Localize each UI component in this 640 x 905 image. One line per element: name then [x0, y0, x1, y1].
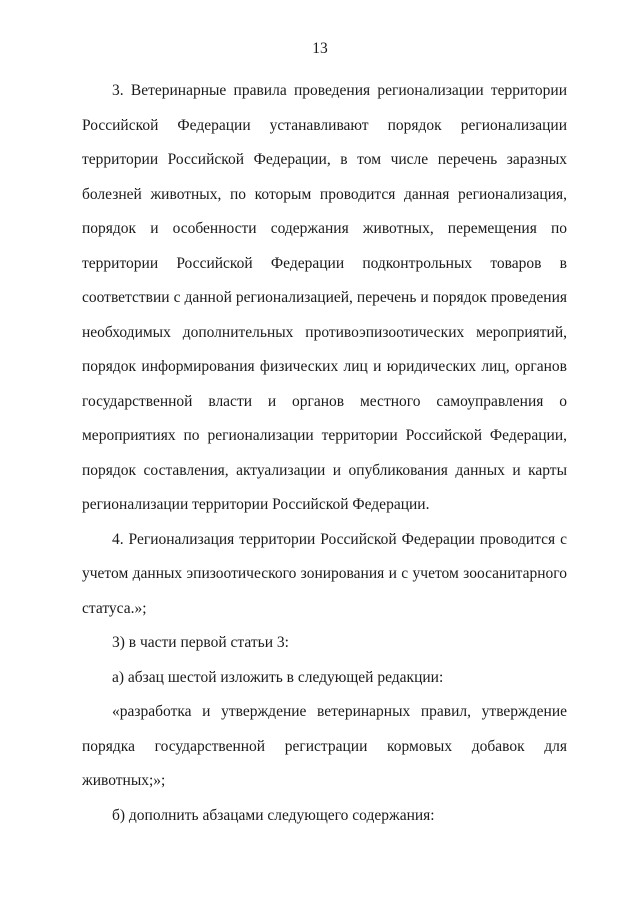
paragraph-quoted-text: «разработка и утверждение ветеринарных правил, утверждение порядка государственной регистрации кормовых добавок для животных;»; [82, 703, 567, 789]
page-number: 13 [312, 40, 328, 57]
paragraph-article-3: 3) в части первой статьи 3: [112, 634, 289, 651]
paragraph-subclause-a: а) абзац шестой изложить в следующей редакции: [112, 668, 444, 686]
paragraph-veterinary-rules: 3. Ветеринарные правила проведения регионализации территории Российской Федерации устанавливают порядок регионализации территории Российской Федерации, в том числе перечень заразных болезней животных, по которым проводится данная регионализация, порядок и особенности содержания животных, перемещения по территории Российской Федерации подконтрольных товаров в соответствии с данной регионализацией, перечень и порядок проведения необходимых дополнительных противоэпизоотических мероприятий, порядок информирования физических лиц и юридических лиц, органов государственной власти и органов местного самоуправления о мероприятиях по регионализации территории Российской Федерации, порядок составления, актуализации и опубликования данных и карты регионализации территории Российской Федерации. [82, 82, 567, 513]
paragraph-regionalization: 4. Регионализация территории Российской Федерации проводится с учетом данных эпизоотического зонирования и с учетом зоосанитарного статуса.»; [82, 530, 567, 617]
paragraph-subclause-b: б) дополнить абзацами следующего содержания: [112, 806, 435, 824]
document-body [82, 74, 567, 833]
